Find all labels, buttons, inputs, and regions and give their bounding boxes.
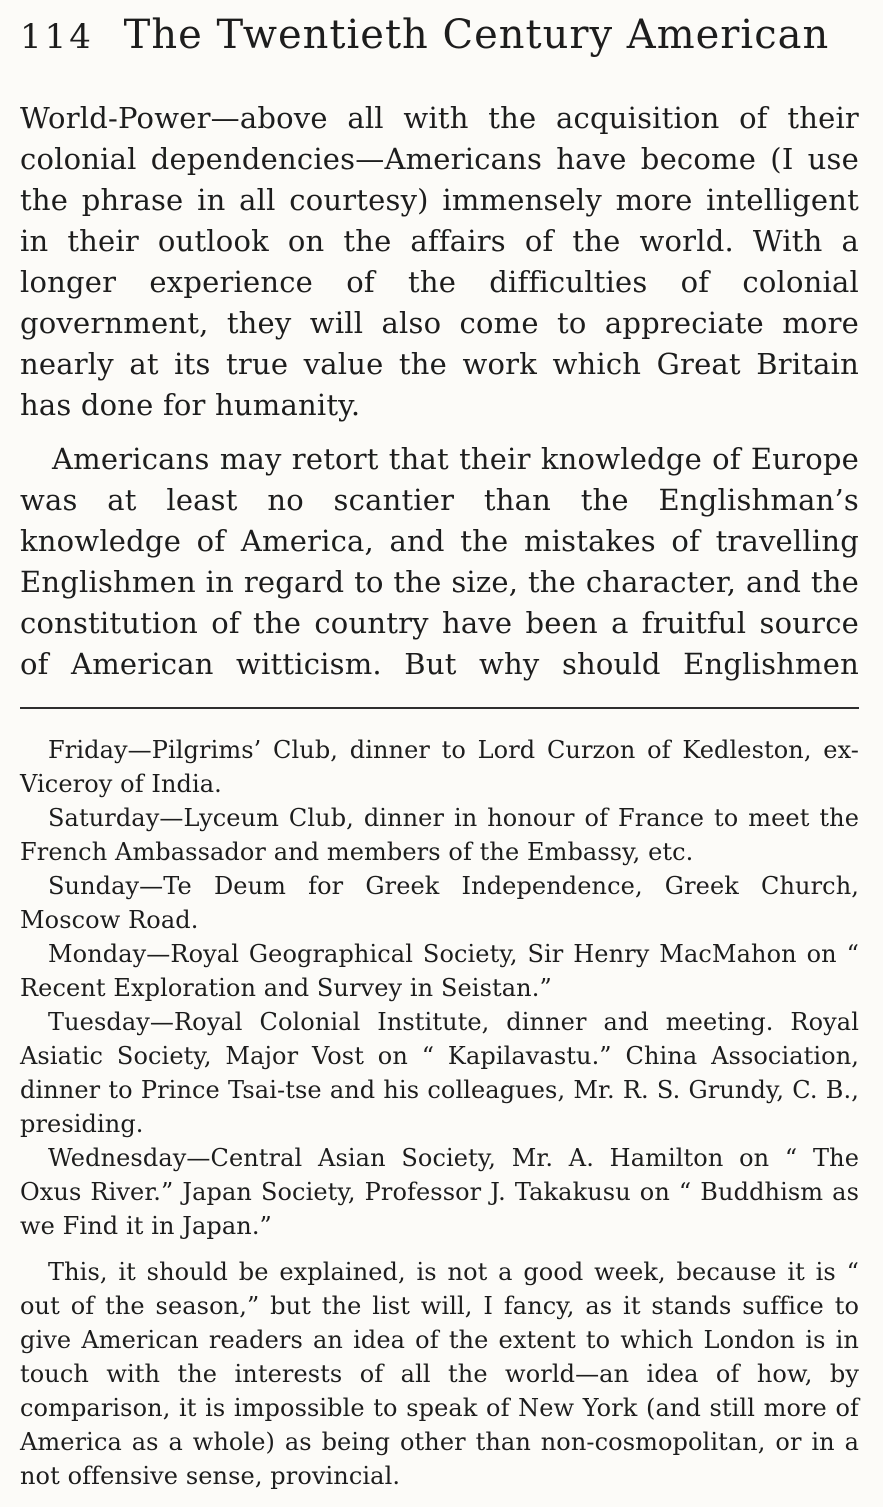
main-text-block [20, 98, 859, 685]
footnote-paragraph: Wednesday—Central Asian Society, Mr. A. Hamilton on “ The Oxus River.” Japan Society, Professor J. Takakusu on “ Buddhism as we Find it in Japan.” [20, 1144, 859, 1240]
footnote-paragraph: Monday—Royal Geographical Society, Sir Henry MacMahon on “ Recent Exploration and Survey in Seistan.” [20, 940, 859, 1002]
footnote-paragraph: Sunday—Te Deum for Greek Independence, Greek Church, Moscow Road. [20, 872, 859, 934]
page-header [20, 12, 859, 58]
footnote-paragraph: Tuesday—Royal Colonial Institute, dinner and meeting. Royal Asiatic Society, Major Vost on “ Kapilavastu.” China Association, dinner to Prince Tsai-tse and his colleagues, Mr. R. S. Grundy, C. B., presiding. [20, 1008, 859, 1138]
footnote-divider [20, 707, 859, 709]
footnote-paragraph: Saturday—Lyceum Club, dinner in honour of France to meet the French Ambassador and members of the Embassy, etc. [20, 804, 859, 866]
page-number: 114 [20, 17, 94, 57]
footnote-paragraph: This, it should be explained, is not a good week, because it is “ out of the season,” but the list will, I fancy, as it stands suffice to give American readers an idea of the extent to which London is in touch with the interests of all the world—an idea of how, by comparison, it is impossible to speak of New York (and still more of America as a whole) as being other than non-cosmopolitan, or in a not offensive sense, provincial. [20, 1258, 859, 1490]
body-paragraph: Americans may retort that their knowledge of Europe was at least no scantier than the Englishman’s knowledge of America, and the mistakes of travelling Englishmen in regard to the size, the character, and the constitution of the country have been a fruitful source of American witticism. But why should Englishmen [20, 442, 859, 681]
footnote-block [20, 733, 859, 1493]
running-title: The Twentieth Century American [123, 12, 830, 58]
footnote-paragraph: Friday—Pilgrims’ Club, dinner to Lord Curzon of Kedleston, ex-Viceroy of India. [20, 736, 859, 798]
body-paragraph: World-Power—above all with the acquisition of their colonial dependencies—Americans have become (I use the phrase in all courtesy) immensely more intelligent in their outlook on the affairs of the world. With a longer experience of the difficulties of colonial government, they will also come to appreciate more nearly at its true value the work which Great Britain has done for humanity. [20, 101, 859, 422]
